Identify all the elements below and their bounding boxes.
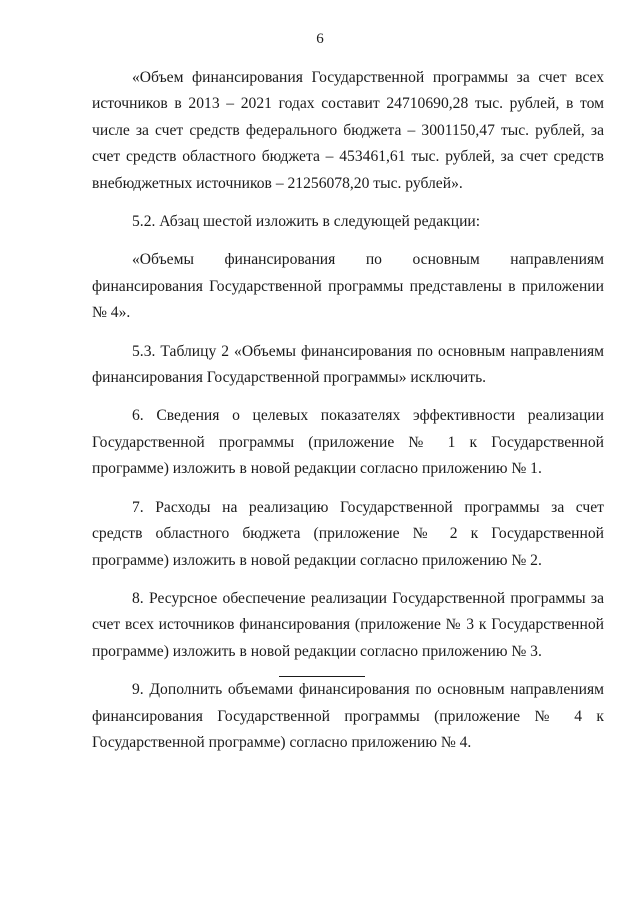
- paragraph-9: 9. Дополнить объемами финансирования по основным направлениям финансирования Государственной программы (приложение № 4 к Государственной программе) согласно приложению № 4.: [92, 681, 604, 751]
- paragraph-funding-directions: «Объемы финансирования по основным направлениям финансирования Государственной программы представлены в приложении № 4».: [92, 251, 604, 322]
- paragraph-funding-volume: «Объем финансирования Государственной программы за счет всех источников в 2013 – 2021 годах составит 24710690,28 тыс. рублей, в том числе за счет средств федерального бюджета – 3001150,47 тыс. рублей, за счет средств областного бюджета – 453461,61 тыс. рублей, за счет средств внебюджетных источников – 21256078,20 тыс. рублей».: [92, 69, 604, 192]
- paragraph-8: 8. Ресурсное обеспечение реализации Государственной программы за счет всех источников финансирования (приложение № 3 к Государственной программе) изложить в новой редакции согласно приложению № 3.: [92, 589, 604, 660]
- paragraph-5-2: 5.2. Абзац шестой изложить в следующей редакции:: [132, 213, 481, 231]
- document-body: [92, 65, 604, 768]
- paragraph-6: 6. Сведения о целевых показателях эффективности реализации Государственной программы (приложение № 1 к Государственной программе) изложить в новой редакции согласно приложению № 1.: [92, 407, 604, 478]
- page-number: 6: [316, 31, 324, 47]
- paragraph-7: 7. Расходы на реализацию Государственной программы за счет средств областного бюджета (приложение № 2 к Государственной программе) изложить в новой редакции согласно приложению № 2.: [92, 498, 604, 569]
- paragraph-5-3: 5.3. Таблицу 2 «Объемы финансирования по основным направлениям финансирования Государственной программы» исключить.: [92, 342, 604, 387]
- end-divider-line: [279, 676, 365, 677]
